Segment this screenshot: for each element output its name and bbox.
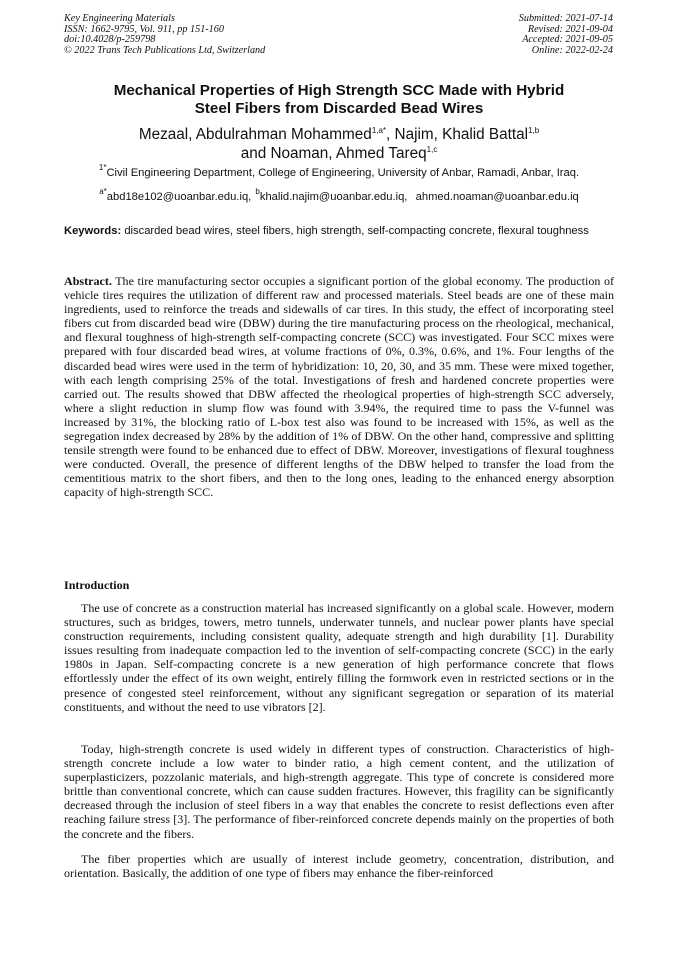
email-a[interactable]: abd18e102@uoanbar.edu.iq,: [106, 191, 252, 203]
keywords-text: discarded bead wires, steel fibers, high strength, self-compacting concrete, flexural toughness: [124, 225, 589, 237]
affiliation-text: Civil Engineering Department, College of Engineering, University of Anbar, Ramadi, Anbar, Iraq.: [106, 167, 580, 179]
abstract-label: Abstract.: [64, 274, 112, 288]
issn: ISSN: 1662-9795, Vol. 911, pp 151-160: [64, 23, 224, 35]
introduction-heading: Introduction: [64, 578, 130, 592]
email-a-sup: a*: [99, 187, 107, 196]
online-date: Online: 2022-02-24: [531, 44, 613, 56]
submitted-date: Submitted: 2021-07-14: [518, 13, 613, 24]
author-1-sup: 1,a*: [371, 126, 387, 135]
abstract: [64, 274, 614, 500]
copyright: © 2022 Trans Tech Publications Ltd, Switzerland: [64, 44, 266, 56]
author-2: Najim, Khalid Battal: [394, 126, 529, 143]
abstract-text: The tire manufacturing sector occupies a significant portion of the global economy. The production of vehicle tires requires the utilization of different raw and processed materials. Steel beads are one of these main ingredients, used to reinforce the treads and sidewalls of car tires. In this study, the effect of incorporating steel fibers cut from discarded bead wire (DBW) during the tire manufacturing process on the rheological, mechanical, and flexural toughness of high-strength self-compacting concrete (SCC) was investigated. Four SCC mixes were prepared with four discarded bead wires, at volume fractions of 0%, 0.3%, 0.6%, and 1%. Four lengths of the discarded bead wires were used in the term of hybridization: 10, 20, 30, and 35 mm. These were mixed together, with each length comprising 25% of the total. Investigations of fresh and hardened concrete properties were carried out. The results showed that DBW affected the rheological properties of high-strength SCC adversely, where a slight reduction in slump flow was found with 3.94%, the required time to pass the V-funnel was increased by 31%, the blocking ratio of L-box test also was found to be increased with 15%, as well as the segregation index decreased by 28% by the addition of 1% of DBW. On the other hand, compressive and splitting tensile strength were found to be enhanced due to effect of DBW. Moreover, investigations of flexural toughness were conducted. Overall, the presence of different lengths of the DBW helped to transfer the load from the cementitious matrix to the short fibers, and then to the long ones, leading to the enhanced energy absorption capacity of high-strength SCC.: [64, 274, 615, 500]
email-b-sup: b: [255, 187, 260, 196]
email-c[interactable]: ahmed.noaman@uoanbar.edu.iq: [415, 191, 579, 203]
accepted-date: Accepted: 2021-09-05: [522, 34, 613, 46]
author-1: Mezaal, Abdulrahman Mohammed: [138, 126, 372, 143]
doi: doi:10.4028/p-259798: [64, 34, 156, 46]
keywords: [64, 224, 614, 238]
author-3-sup: 1,c: [426, 145, 438, 154]
revised-date: Revised: 2021-09-04: [527, 23, 613, 35]
affiliation: [64, 163, 614, 180]
journal-info: [64, 14, 265, 56]
title-line-1: Mechanical Properties of High Strength SCC Made with Hybrid: [113, 82, 565, 99]
intro-paragraph-3: The fiber properties which are usually of interest include geometry, concentration, distribution, and orientation. Basically, the addition of one type of fibers may enhance the fiber-reinforced: [64, 852, 614, 881]
journal-name: Key Engineering Materials: [64, 13, 175, 24]
publication-dates: [519, 14, 613, 56]
keywords-label: Keywords:: [64, 225, 122, 237]
author-3: and Noaman, Ahmed Tareq: [240, 145, 427, 162]
intro-paragraph-1: The use of concrete as a construction material has increased significantly on a global scale. However, modern structures, such as bridges, towers, metro tunnels, underwater tunnels, and nuclear power plants have special construction requirements, including consistent quality, adequate strength and high durability [1]. Durability issues resulting from inadequate compaction led to the invention of self-compacting concrete (SCC) in the early 1980s in Japan. Self-compacting concrete is a new generation of high performance concrete that flows effortlessly under the effect of its own weight, entirely filling the formwork even in restricted sections or in the presence of congested steel reinforcement, without any significant segregation or separation of its material constituents, and without the need to use vibrators [2].: [64, 601, 614, 714]
affiliation-sup: 1*: [98, 163, 107, 172]
title-line-2: Steel Fibers from Discarded Bead Wires: [194, 100, 484, 117]
author-list: Mezaal, Abdulrahman Mohammed$^{1,a*}$, Najim, Khalid Battal$^{1,b}$ and Noaman, Ahmed Tareq$^{1,c}$: [138, 126, 540, 162]
intro-paragraph-2: Today, high-strength concrete is used widely in different types of construction. Characteristics of high-strength concrete include a low water to binder ratio, a high cement content, and the utilization of superplasticizers, pozzolanic materials, and high-strength aggregate. This type of concrete is considered more brittle than conventional concrete, which can cause sudden fractures. However, this fragility can be significantly decreased through the inclusion of steel fibers in a way that enables the concrete to resist deflections even after reaching failure stress [3]. The performance of fiber-reinforced concrete depends mainly on the properties of both the concrete and the fibers.: [64, 742, 614, 841]
author-2-sup: 1,b: [528, 126, 540, 135]
email-b[interactable]: khalid.najim@uoanbar.edu.iq,: [259, 191, 408, 203]
paper-title: [64, 82, 614, 118]
email-list: [64, 187, 614, 204]
